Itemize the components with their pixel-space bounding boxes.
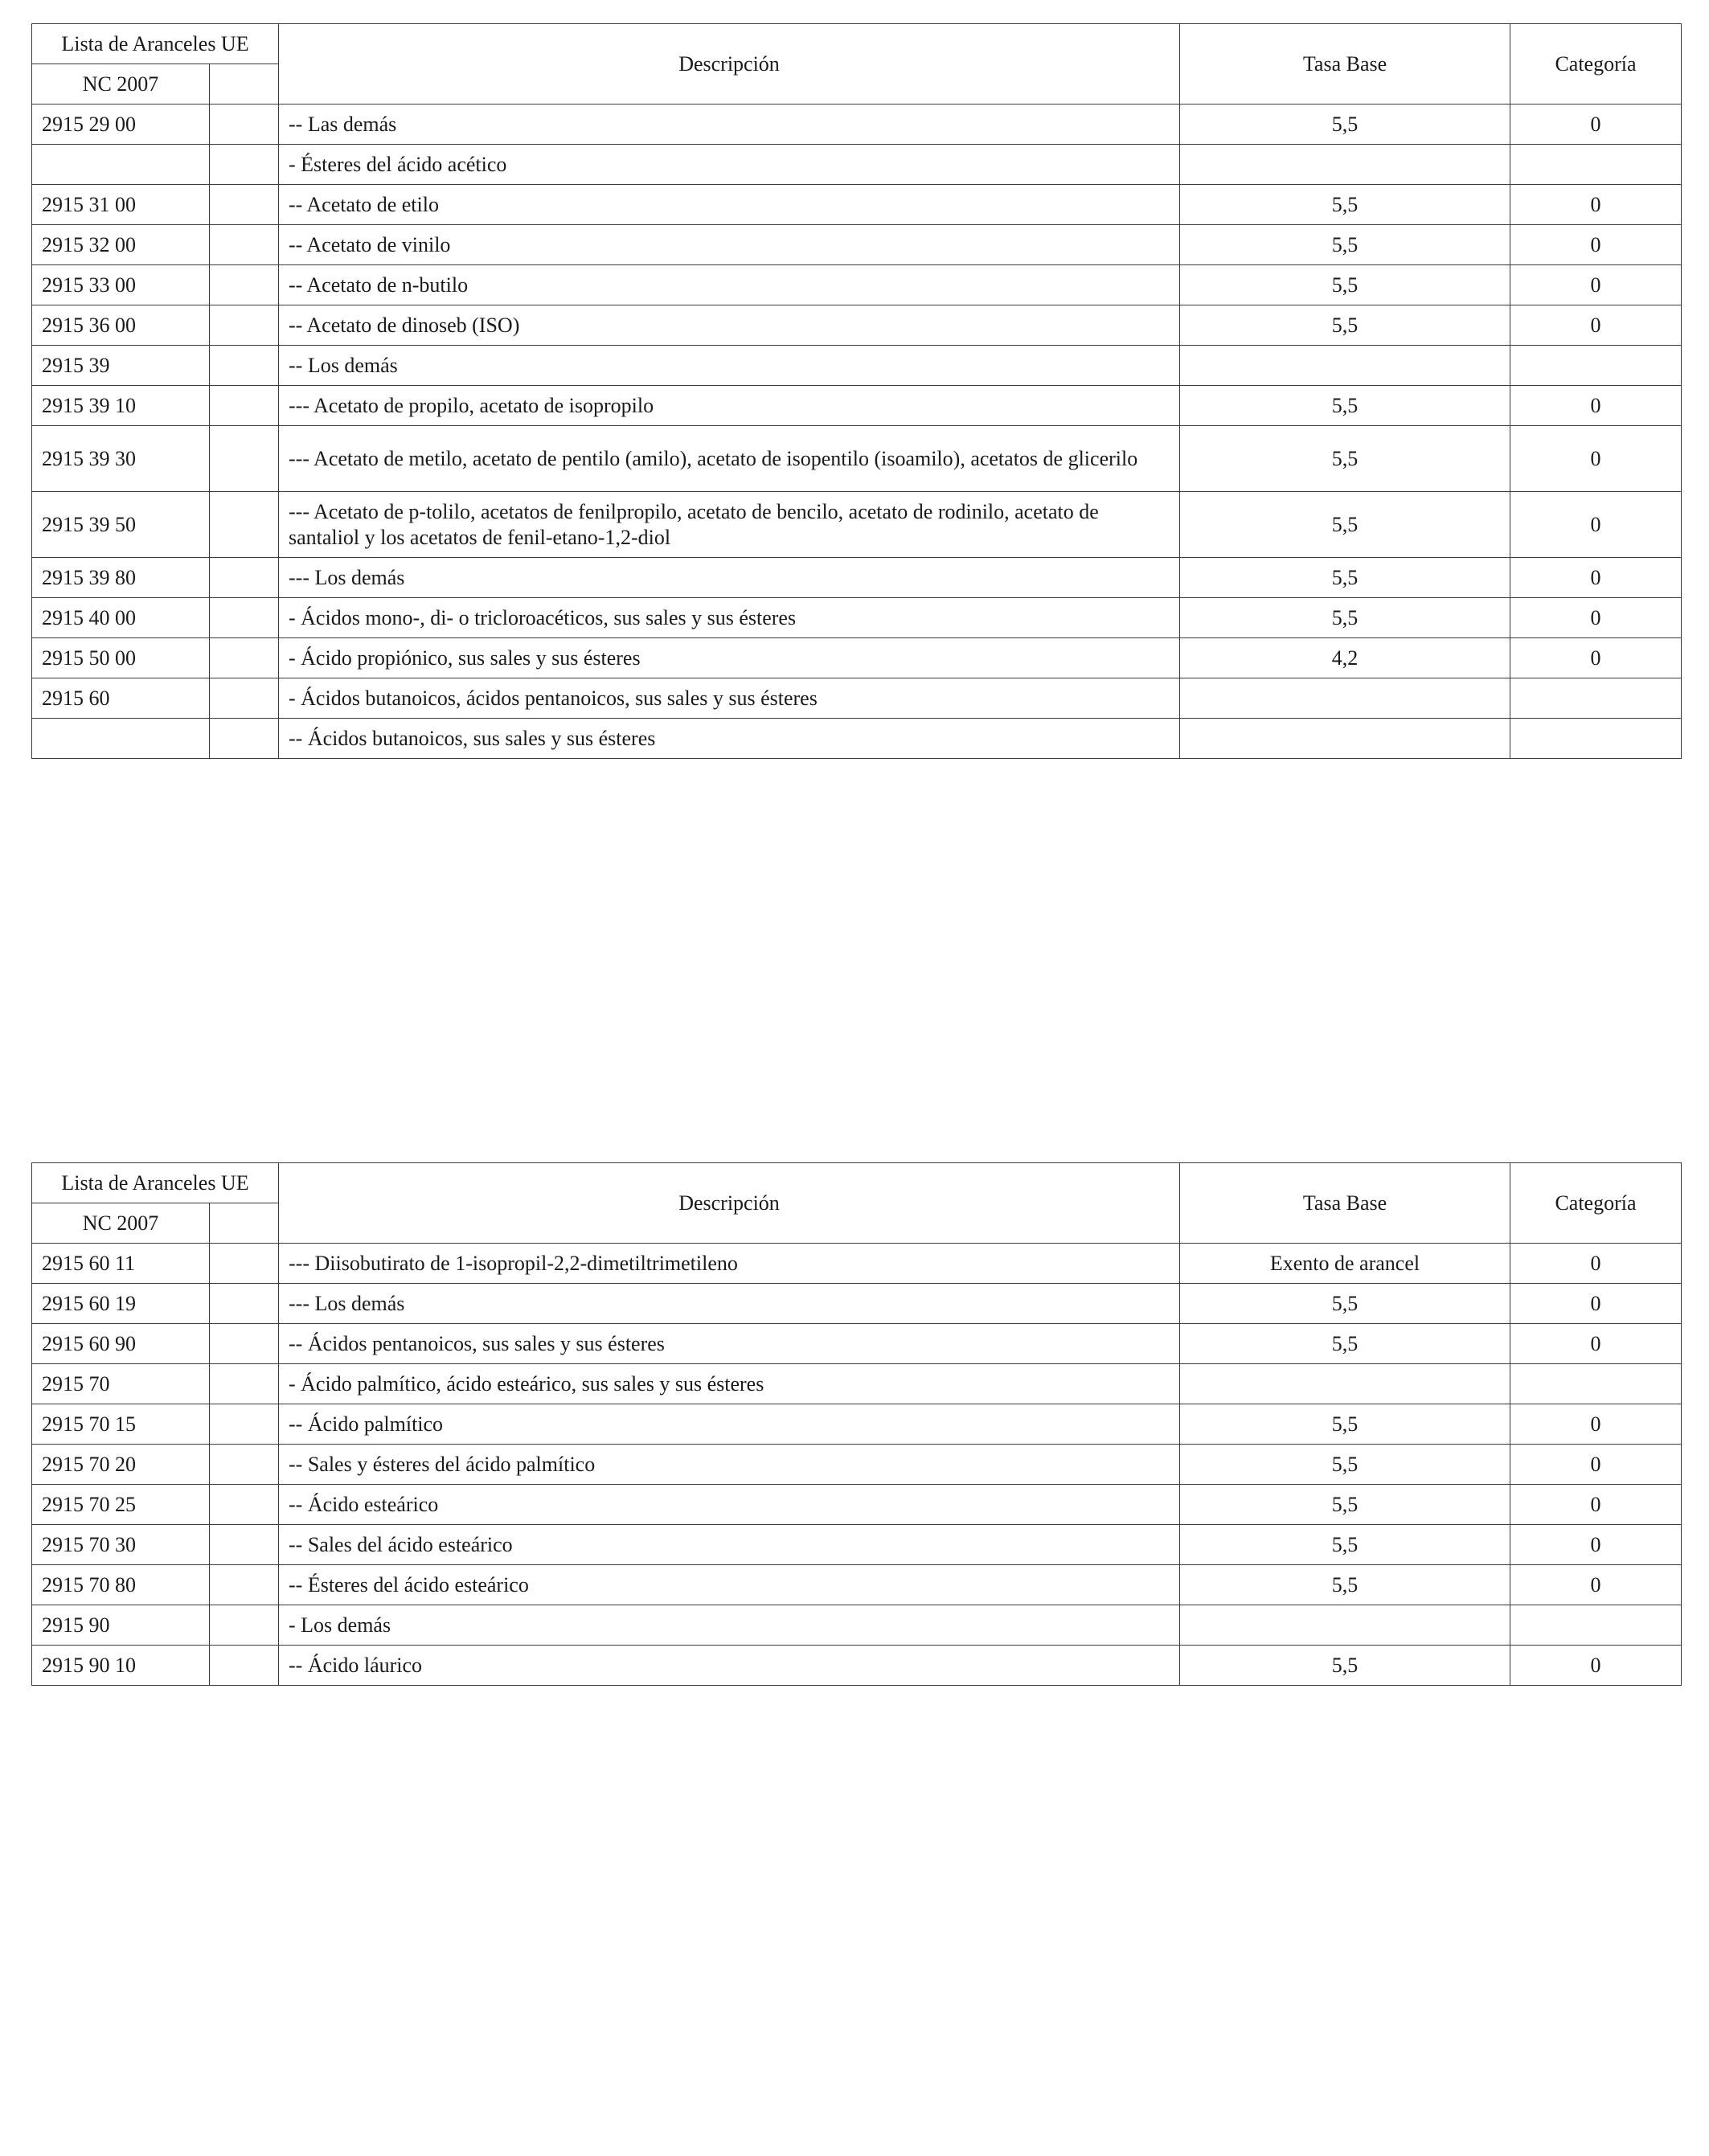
base-rate [1180, 678, 1510, 719]
description: --- Los demás [279, 1284, 1180, 1324]
blank-cell [210, 1646, 279, 1686]
blank-cell [210, 1485, 279, 1525]
base-rate: 5,5 [1180, 225, 1510, 265]
base-rate [1180, 145, 1510, 185]
table-row [32, 1605, 1682, 1646]
blank-cell [210, 225, 279, 265]
description: --- Acetato de metilo, acetato de pentilo (amilo), acetato de isopentilo (isoamilo), acetatos de glicerilo [279, 426, 1180, 492]
header-rate: Tasa Base [1180, 24, 1510, 105]
header-category: Categoría [1510, 24, 1682, 105]
blank-cell [210, 492, 279, 558]
table-row [32, 1646, 1682, 1686]
description: -- Ácidos butanoicos, sus sales y sus ésteres [279, 719, 1180, 759]
blank-cell [210, 386, 279, 426]
nc-code: 2915 40 00 [32, 598, 210, 638]
header-blank [210, 64, 279, 105]
base-rate: 5,5 [1180, 1284, 1510, 1324]
description: -- Acetato de vinilo [279, 225, 1180, 265]
table-row [32, 386, 1682, 426]
description: -- Acetato de etilo [279, 185, 1180, 225]
blank-cell [210, 1525, 279, 1565]
base-rate [1180, 1364, 1510, 1404]
blank-cell [210, 719, 279, 759]
description: - Ácido propiónico, sus sales y sus ésteres [279, 638, 1180, 678]
blank-cell [210, 1565, 279, 1605]
description: -- Ésteres del ácido esteárico [279, 1565, 1180, 1605]
description: --- Acetato de p-tolilo, acetatos de fenilpropilo, acetato de bencilo, acetato de rodinilo, acetato de santaliol y los acetatos de fenil-etano-1,2-diol [279, 492, 1180, 558]
blank-cell [210, 678, 279, 719]
blank-cell [210, 1244, 279, 1284]
category [1510, 145, 1682, 185]
category [1510, 678, 1682, 719]
nc-code: 2915 39 10 [32, 386, 210, 426]
table-row [32, 1485, 1682, 1525]
header-rate: Tasa Base [1180, 1163, 1510, 1244]
blank-cell [210, 1605, 279, 1646]
category: 0 [1510, 305, 1682, 346]
category [1510, 1605, 1682, 1646]
description: --- Diisobutirato de 1-isopropil-2,2-dimetiltrimetileno [279, 1244, 1180, 1284]
base-rate: 5,5 [1180, 1404, 1510, 1445]
nc-code: 2915 31 00 [32, 185, 210, 225]
nc-code: 2915 70 20 [32, 1445, 210, 1485]
description: - Ácido palmítico, ácido esteárico, sus sales y sus ésteres [279, 1364, 1180, 1404]
description: -- Ácidos pentanoicos, sus sales y sus ésteres [279, 1324, 1180, 1364]
table-header [32, 24, 1682, 105]
description: -- Acetato de dinoseb (ISO) [279, 305, 1180, 346]
header-list: Lista de Aranceles UE [32, 24, 279, 64]
nc-code: 2915 39 80 [32, 558, 210, 598]
category: 0 [1510, 492, 1682, 558]
category: 0 [1510, 1525, 1682, 1565]
table-row [32, 638, 1682, 678]
base-rate: 5,5 [1180, 426, 1510, 492]
blank-cell [210, 305, 279, 346]
category [1510, 1364, 1682, 1404]
nc-code: 2915 70 30 [32, 1525, 210, 1565]
nc-code: 2915 39 30 [32, 426, 210, 492]
description: --- Los demás [279, 558, 1180, 598]
description: -- Sales y ésteres del ácido palmítico [279, 1445, 1180, 1485]
nc-code: 2915 70 15 [32, 1404, 210, 1445]
nc-code: 2915 39 [32, 346, 210, 386]
nc-code: 2915 70 [32, 1364, 210, 1404]
nc-code: 2915 90 10 [32, 1646, 210, 1686]
category: 0 [1510, 386, 1682, 426]
category: 0 [1510, 185, 1682, 225]
base-rate: 5,5 [1180, 386, 1510, 426]
base-rate: Exento de arancel [1180, 1244, 1510, 1284]
category: 0 [1510, 558, 1682, 598]
header-list: Lista de Aranceles UE [32, 1163, 279, 1203]
nc-code: 2915 60 [32, 678, 210, 719]
table-row [32, 1404, 1682, 1445]
table-row [32, 105, 1682, 145]
table-row [32, 185, 1682, 225]
blank-cell [210, 1404, 279, 1445]
nc-code: 2915 29 00 [32, 105, 210, 145]
blank-cell [210, 105, 279, 145]
table-row [32, 1565, 1682, 1605]
category: 0 [1510, 225, 1682, 265]
table-row [32, 1525, 1682, 1565]
header-nc: NC 2007 [32, 64, 210, 105]
nc-code: 2915 60 19 [32, 1284, 210, 1324]
category [1510, 719, 1682, 759]
table-row [32, 1324, 1682, 1364]
tariff-table-1 [31, 23, 1682, 759]
blank-cell [210, 265, 279, 305]
base-rate: 5,5 [1180, 1445, 1510, 1485]
table-row [32, 492, 1682, 558]
base-rate [1180, 346, 1510, 386]
nc-code: 2915 50 00 [32, 638, 210, 678]
category: 0 [1510, 105, 1682, 145]
base-rate: 5,5 [1180, 1565, 1510, 1605]
table-row [32, 1284, 1682, 1324]
header-nc: NC 2007 [32, 1203, 210, 1244]
category: 0 [1510, 1646, 1682, 1686]
table-row [32, 678, 1682, 719]
nc-code: 2915 60 11 [32, 1244, 210, 1284]
table-header [32, 1163, 1682, 1244]
base-rate: 5,5 [1180, 265, 1510, 305]
description: -- Ácido esteárico [279, 1485, 1180, 1525]
nc-code: 2915 70 80 [32, 1565, 210, 1605]
blank-cell [210, 638, 279, 678]
nc-code [32, 145, 210, 185]
table-body [32, 105, 1682, 759]
category: 0 [1510, 1565, 1682, 1605]
base-rate: 5,5 [1180, 1646, 1510, 1686]
base-rate: 4,2 [1180, 638, 1510, 678]
category: 0 [1510, 1324, 1682, 1364]
category: 0 [1510, 1445, 1682, 1485]
base-rate [1180, 719, 1510, 759]
blank-cell [210, 1324, 279, 1364]
base-rate: 5,5 [1180, 1485, 1510, 1525]
blank-cell [210, 598, 279, 638]
blank-cell [210, 1445, 279, 1485]
header-description: Descripción [279, 24, 1180, 105]
description: -- Ácido láurico [279, 1646, 1180, 1686]
base-rate [1180, 1605, 1510, 1646]
table-row [32, 1445, 1682, 1485]
base-rate: 5,5 [1180, 305, 1510, 346]
description: -- Los demás [279, 346, 1180, 386]
table-body [32, 1244, 1682, 1686]
description: -- Acetato de n-butilo [279, 265, 1180, 305]
nc-code: 2915 33 00 [32, 265, 210, 305]
category: 0 [1510, 638, 1682, 678]
description: -- Ácido palmítico [279, 1404, 1180, 1445]
table-row [32, 719, 1682, 759]
category: 0 [1510, 1244, 1682, 1284]
base-rate: 5,5 [1180, 185, 1510, 225]
blank-cell [210, 558, 279, 598]
header-category: Categoría [1510, 1163, 1682, 1244]
category: 0 [1510, 1284, 1682, 1324]
description: - Los demás [279, 1605, 1180, 1646]
blank-cell [210, 1364, 279, 1404]
header-description: Descripción [279, 1163, 1180, 1244]
base-rate: 5,5 [1180, 105, 1510, 145]
description: - Ácidos butanoicos, ácidos pentanoicos, sus sales y sus ésteres [279, 678, 1180, 719]
category: 0 [1510, 598, 1682, 638]
table-row [32, 346, 1682, 386]
base-rate: 5,5 [1180, 492, 1510, 558]
blank-cell [210, 185, 279, 225]
base-rate: 5,5 [1180, 1324, 1510, 1364]
table-row [32, 225, 1682, 265]
description: --- Acetato de propilo, acetato de isopropilo [279, 386, 1180, 426]
nc-code: 2915 39 50 [32, 492, 210, 558]
category [1510, 346, 1682, 386]
category: 0 [1510, 1485, 1682, 1525]
blank-cell [210, 426, 279, 492]
table-row [32, 558, 1682, 598]
base-rate: 5,5 [1180, 598, 1510, 638]
tariff-table-2 [31, 1162, 1682, 1686]
table-row [32, 1364, 1682, 1404]
header-blank [210, 1203, 279, 1244]
blank-cell [210, 145, 279, 185]
table-row [32, 145, 1682, 185]
table-row [32, 1244, 1682, 1284]
nc-code: 2915 60 90 [32, 1324, 210, 1364]
category: 0 [1510, 426, 1682, 492]
table-row [32, 305, 1682, 346]
nc-code: 2915 70 25 [32, 1485, 210, 1525]
category: 0 [1510, 1404, 1682, 1445]
table-row [32, 426, 1682, 492]
base-rate: 5,5 [1180, 1525, 1510, 1565]
base-rate: 5,5 [1180, 558, 1510, 598]
nc-code [32, 719, 210, 759]
table-row [32, 598, 1682, 638]
description: - Ésteres del ácido acético [279, 145, 1180, 185]
description: -- Las demás [279, 105, 1180, 145]
nc-code: 2915 36 00 [32, 305, 210, 346]
nc-code: 2915 32 00 [32, 225, 210, 265]
category: 0 [1510, 265, 1682, 305]
description: - Ácidos mono-, di- o tricloroacéticos, sus sales y sus ésteres [279, 598, 1180, 638]
nc-code: 2915 90 [32, 1605, 210, 1646]
blank-cell [210, 346, 279, 386]
description: -- Sales del ácido esteárico [279, 1525, 1180, 1565]
table-row [32, 265, 1682, 305]
blank-cell [210, 1284, 279, 1324]
